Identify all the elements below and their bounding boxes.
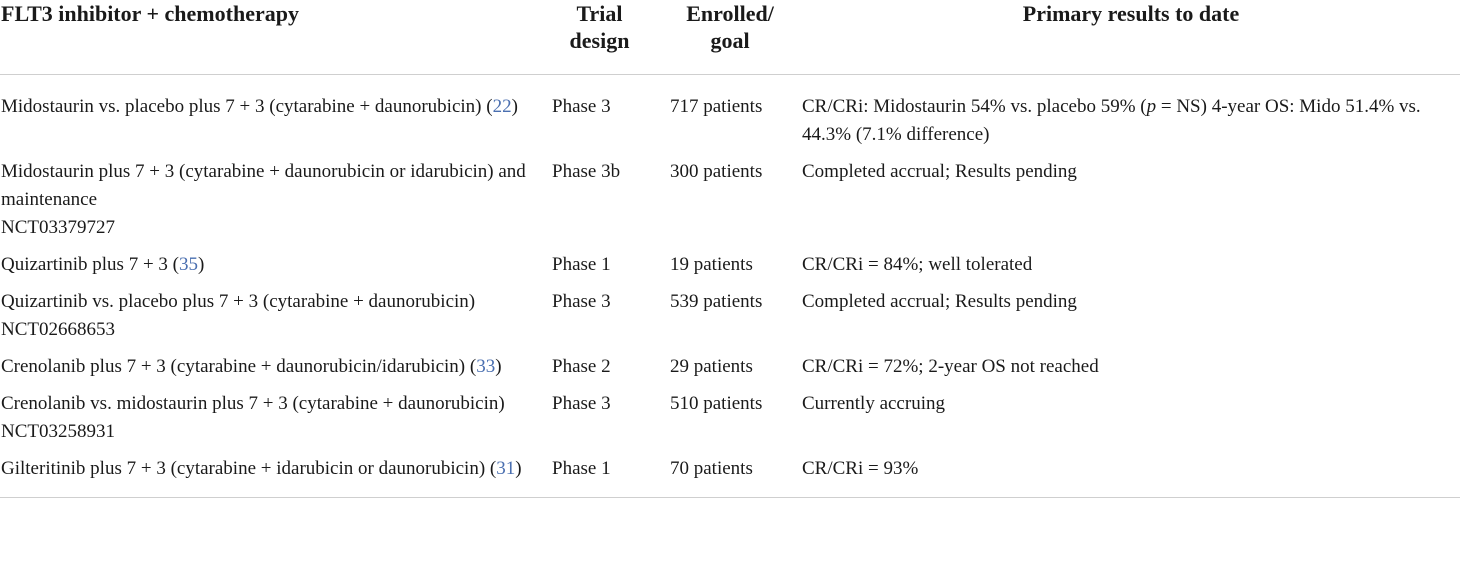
header-enrolled-line1: Enrolled/ — [686, 1, 774, 26]
nct-number: NCT03379727 — [1, 217, 115, 238]
header-trial-design-line1: Trial — [576, 1, 623, 26]
header-trial-design — [552, 0, 670, 75]
cell-trial-design: Phase 1 — [552, 450, 670, 498]
reference-link: 22 — [492, 96, 512, 117]
inhibitor-text: Gilteritinib plus 7 + 3 (cytarabine + idarubicin or daunorubicin) ( — [1, 458, 497, 479]
header-trial-design-line2: design — [569, 28, 630, 53]
table-row — [0, 348, 1460, 385]
results-text: Currently accruing — [802, 393, 945, 414]
results-text-end: = NS) 4-year OS: Mido 51.4% vs. 44.3% (7.1% difference) — [802, 96, 1421, 145]
table-row — [0, 450, 1460, 498]
cell-primary-results — [802, 283, 1460, 348]
results-text: Completed accrual; Results pending — [802, 291, 1077, 312]
cell-inhibitor — [0, 348, 552, 385]
header-row — [0, 0, 1460, 75]
inhibitor-text-end: ) — [515, 458, 522, 479]
cell-enrolled: 510 patients — [670, 393, 763, 414]
reference-link: 33 — [476, 356, 496, 377]
cell-trial-design: Phase 2 — [552, 356, 611, 377]
results-text: CR/CRi = 72%; 2-year OS not reached — [802, 356, 1099, 377]
cell-inhibitor — [0, 246, 552, 283]
p-value-symbol: p — [1146, 96, 1157, 117]
cell-enrolled: 19 patients — [670, 254, 753, 275]
results-text: Completed accrual; Results pending — [802, 161, 1077, 182]
table-row — [0, 246, 1460, 283]
inhibitor-text: Crenolanib vs. midostaurin plus 7 + 3 (cytarabine + daunorubicin) NCT03258931 — [1, 393, 505, 442]
cell-trial-design: Phase 3 — [552, 96, 611, 117]
cell-enrolled: 70 patients — [670, 450, 802, 498]
cell-enrolled: 300 patients — [670, 161, 763, 182]
results-text: CR/CRi = 84%; well tolerated — [802, 254, 1033, 275]
inhibitor-text: Midostaurin plus 7 + 3 (cytarabine + daunorubicin or idarubicin) and maintenance — [1, 161, 526, 210]
table-row — [0, 385, 1460, 450]
cell-primary-results — [802, 75, 1460, 154]
cell-inhibitor — [0, 75, 552, 154]
header-primary-results: Primary results to date — [802, 0, 1460, 75]
cell-primary-results — [802, 385, 1460, 450]
table-row — [0, 75, 1460, 154]
table-row — [0, 283, 1460, 348]
inhibitor-text-end: ) — [511, 96, 518, 117]
header-enrolled-goal — [670, 0, 802, 75]
reference-link: 35 — [179, 254, 198, 275]
cell-primary-results — [802, 450, 1460, 498]
cell-primary-results — [802, 153, 1460, 246]
cell-inhibitor — [0, 283, 552, 348]
reference-link: 31 — [496, 458, 516, 479]
cell-inhibitor — [0, 153, 552, 246]
results-text: CR/CRi: Midostaurin 54% vs. placebo 59% ( — [802, 96, 1147, 117]
cell-trial-design: Phase 3 — [552, 291, 611, 312]
header-inhibitor: FLT3 inhibitor + chemotherapy — [0, 0, 552, 75]
inhibitor-text: Crenolanib plus 7 + 3 (cytarabine + daunorubicin/idarubicin) ( — [1, 356, 477, 377]
cell-inhibitor — [0, 450, 552, 498]
inhibitor-text-end: ) — [198, 254, 205, 275]
table-body — [0, 75, 1460, 498]
inhibitor-text: Quizartinib vs. placebo plus 7 + 3 (cytarabine + daunorubicin) NCT02668653 — [1, 291, 476, 340]
cell-trial-design: Phase 3b — [552, 161, 621, 182]
header-enrolled-line2: goal — [710, 28, 750, 53]
cell-inhibitor — [0, 385, 552, 450]
cell-trial-design: Phase 1 — [552, 254, 611, 275]
inhibitor-text: Midostaurin vs. placebo plus 7 + 3 (cytarabine + daunorubicin) ( — [1, 96, 493, 117]
inhibitor-text-end: ) — [495, 356, 502, 377]
cell-enrolled: 29 patients — [670, 356, 753, 377]
cell-enrolled: 539 patients — [670, 291, 763, 312]
inhibitor-text: Quizartinib plus 7 + 3 ( — [1, 254, 179, 275]
cell-enrolled: 717 patients — [670, 96, 763, 117]
cell-trial-design: Phase 3 — [552, 393, 611, 414]
results-text: CR/CRi = 93% — [802, 458, 919, 479]
table-header — [0, 0, 1460, 75]
table-row — [0, 153, 1460, 246]
cell-primary-results — [802, 246, 1460, 283]
cell-primary-results — [802, 348, 1460, 385]
